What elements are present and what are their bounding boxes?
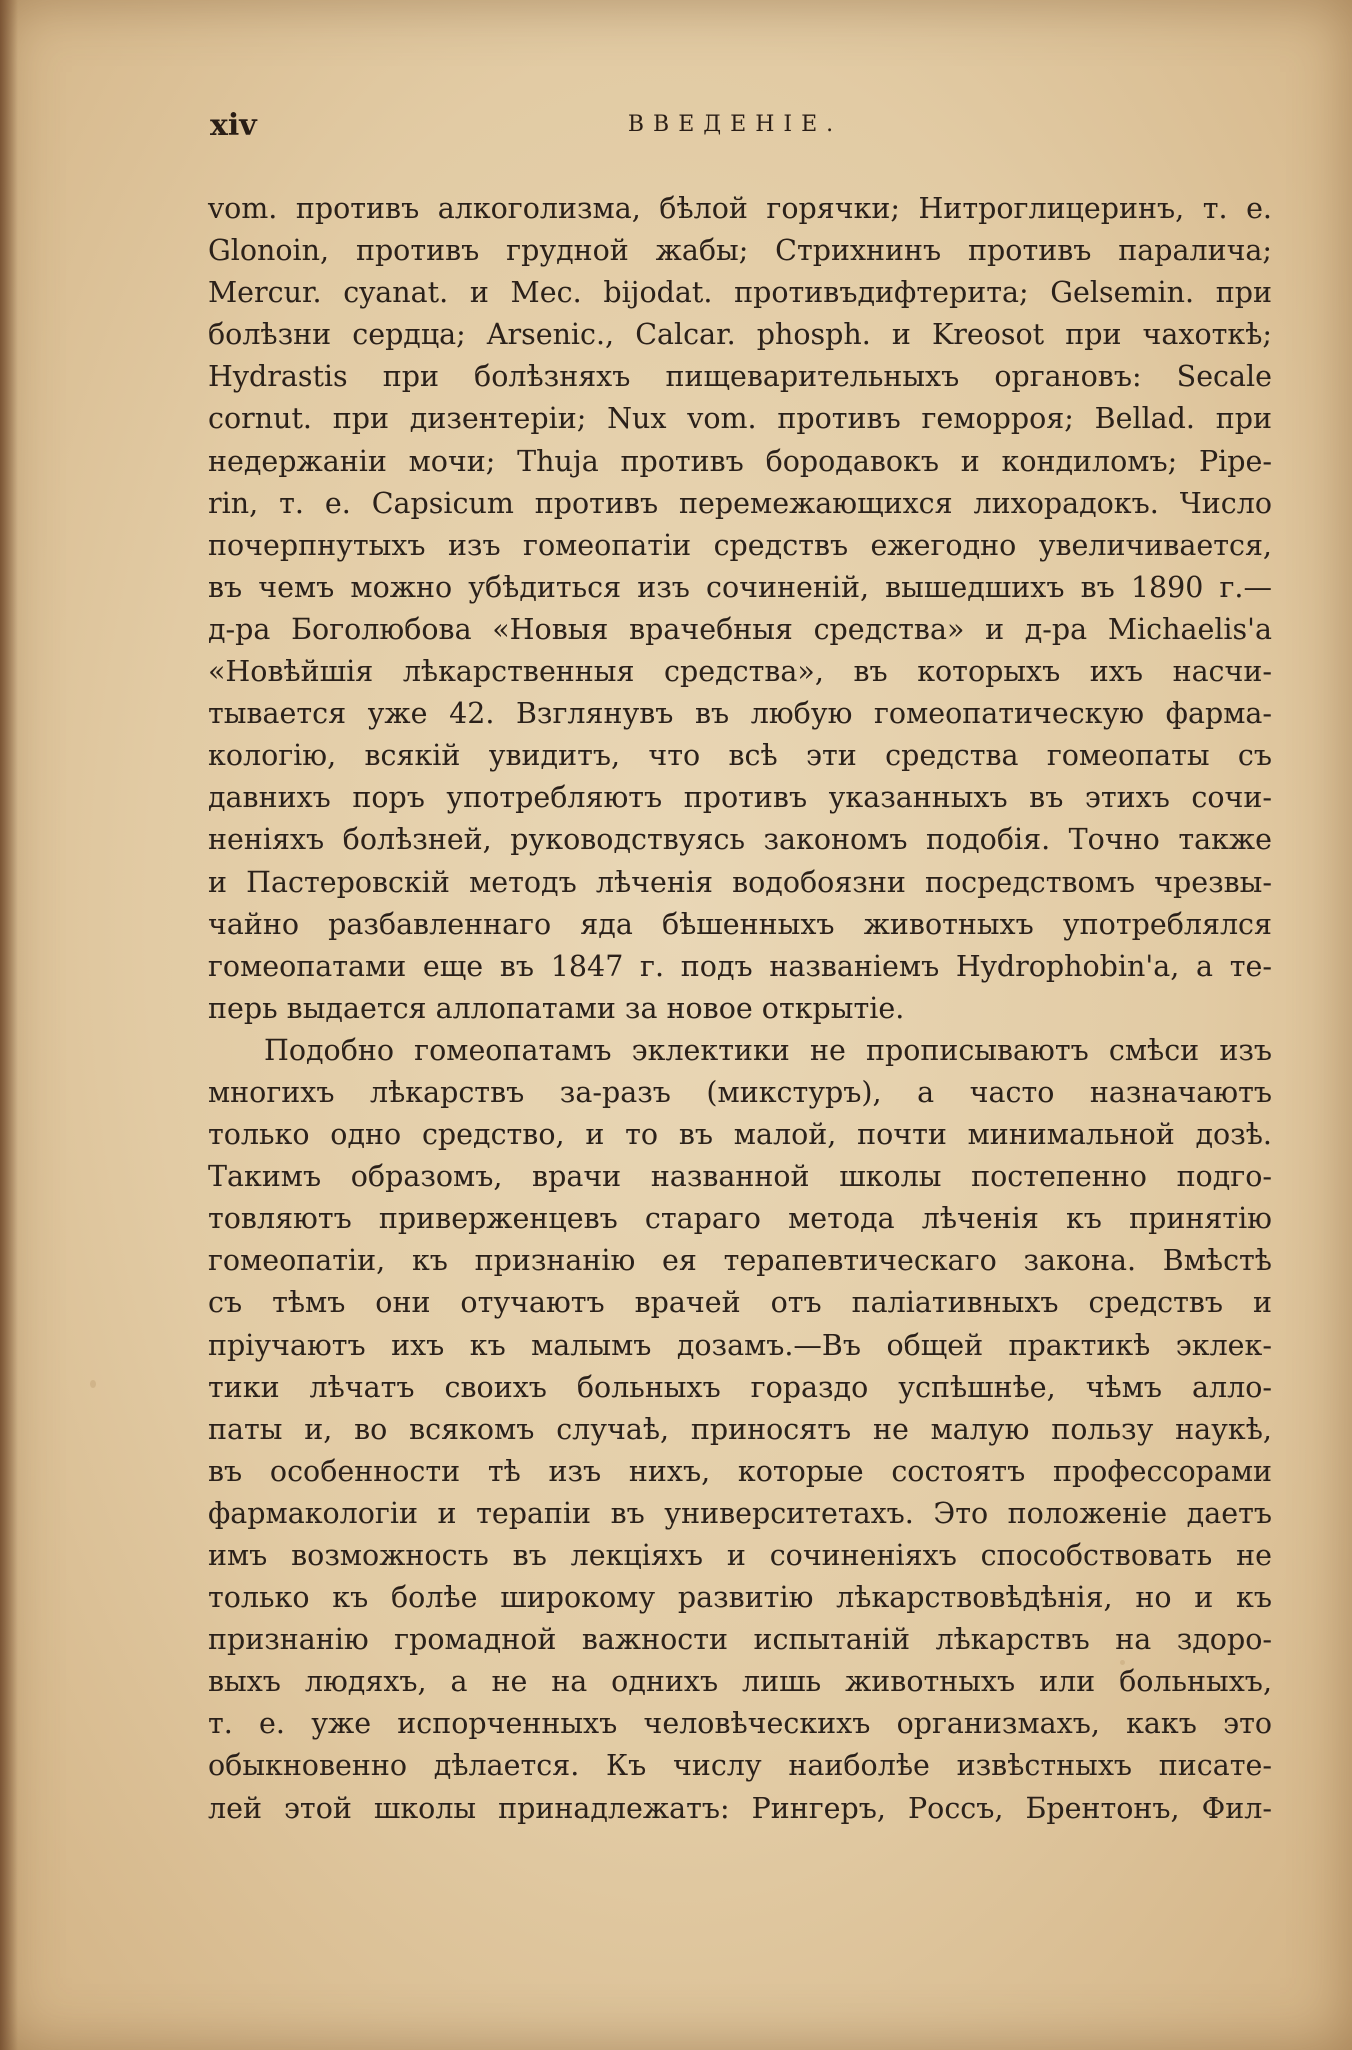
text-line: кологію, всякій увидитъ, что всѣ эти средства гомеопаты съ bbox=[208, 739, 1272, 773]
text-line: тики лѣчатъ своихъ больныхъ гораздо успѣшнѣе, чѣмъ алло- bbox=[208, 1370, 1272, 1404]
text-line: и Пастеровскій методъ лѣченія водобоязни посредствомъ чрезвы- bbox=[208, 865, 1272, 899]
text-line: Mercur. cyanat. и Mec. bijodat. противъдифтерита; Gelsemin. при bbox=[208, 276, 1272, 310]
text-line: только одно средство, и то въ малой, почти минимальной дозѣ. bbox=[208, 1118, 1272, 1152]
text-line: пріучаютъ ихъ къ малымъ дозамъ.—Въ общей практикѣ эклек- bbox=[208, 1328, 1272, 1362]
text-line: фармакологіи и терапіи въ университетахъ. Это положеніе даетъ bbox=[208, 1496, 1272, 1530]
text-line: Glonoin, противъ грудной жабы; Стрихнинъ противъ паралича; bbox=[208, 234, 1272, 268]
text-line: vom. противъ алкоголизма, бѣлой горячки; Нитроглицеринъ, т. е. bbox=[208, 192, 1272, 225]
text-line: давнихъ поръ употребляютъ противъ указанныхъ въ этихъ сочи- bbox=[208, 781, 1272, 815]
text-line: въ особенности тѣ изъ нихъ, которые состоятъ профессорами bbox=[208, 1454, 1272, 1488]
text-line: болѣзни сердца; Arsenic., Calcar. phosph. и Kreosot при чахоткѣ; bbox=[208, 318, 1272, 352]
paper-spot bbox=[90, 1380, 96, 1388]
paragraph-1 bbox=[208, 188, 1272, 1030]
text-line: гомеопатами еще въ 1847 г. подъ названіемъ Hydrophobin'а, а те- bbox=[208, 949, 1272, 983]
text-line: только къ болѣе широкому развитію лѣкарствовѣдѣнія, но и къ bbox=[208, 1581, 1272, 1615]
body-text bbox=[208, 188, 1272, 1830]
text-line: съ тѣмъ они отучаютъ врачей отъ паліативныхъ средствъ и bbox=[208, 1286, 1272, 1320]
text-line: Подобно гомеопатамъ эклектики не прописываютъ смѣси изъ bbox=[264, 1033, 1272, 1067]
text-line: т. е. уже испорченныхъ человѣческихъ организмахъ, какъ это bbox=[208, 1707, 1272, 1741]
text-line: почерпнутыхъ изъ гомеопатіи средствъ ежегодно увеличивается, bbox=[208, 528, 1272, 562]
text-line: обыкновенно дѣлается. Къ числу наиболѣе извѣстныхъ писате- bbox=[208, 1749, 1272, 1783]
text-line: въ чемъ можно убѣдиться изъ сочиненій, вышедшихъ въ 1890 г.— bbox=[208, 570, 1272, 604]
running-head bbox=[210, 108, 1260, 148]
text-line: неніяхъ болѣзней, руководствуясь закономъ подобія. Точно также bbox=[208, 823, 1272, 857]
text-line: перь выдается аллопатами за новое открытіе. bbox=[208, 991, 905, 1025]
text-line: лей этой школы принадлежатъ: Рингеръ, Россъ, Брентонъ, Фил- bbox=[208, 1791, 1272, 1825]
text-line: тывается уже 42. Взглянувъ въ любую гомеопатическую фарма- bbox=[208, 697, 1272, 731]
text-line: гомеопатіи, къ признанію ея терапевтическаго закона. Вмѣстѣ bbox=[208, 1244, 1272, 1278]
text-line: rin, т. е. Capsicum противъ перемежающихся лихорадокъ. Число bbox=[208, 486, 1272, 520]
text-line: чайно разбавленнаго яда бѣшенныхъ животныхъ употреблялся bbox=[208, 907, 1272, 941]
text-line: многихъ лѣкарствъ за-разъ (микстуръ), а часто назначаютъ bbox=[208, 1075, 1272, 1109]
text-line: cornut. при дизентеріи; Nux vom. противъ геморроя; Bellad. при bbox=[208, 402, 1272, 436]
text-line: недержаніи мочи; Thuja противъ бородавокъ и кондиломъ; Pipe- bbox=[208, 444, 1272, 478]
page-edge-shadow bbox=[0, 0, 18, 2050]
text-line: имъ возможность въ лекціяхъ и сочиненіяхъ способствовать не bbox=[208, 1539, 1272, 1572]
text-line: Hydrastis при болѣзняхъ пищеварительныхъ органовъ: Secale bbox=[208, 360, 1272, 394]
text-line: д-ра Боголюбова «Новыя врачебныя средства» и д-ра Michaelis'а bbox=[208, 612, 1272, 646]
text-line: признанію громадной важности испытаній лѣкарствъ на здоро- bbox=[208, 1623, 1272, 1657]
text-line: выхъ людяхъ, а не на однихъ лишь животныхъ или больныхъ, bbox=[208, 1665, 1272, 1699]
text-line: паты и, во всякомъ случаѣ, приносятъ не малую пользу наукѣ, bbox=[208, 1412, 1272, 1446]
text-line: Такимъ образомъ, врачи названной школы постепенно подго- bbox=[208, 1160, 1272, 1194]
section-title: ВВЕДЕНІЕ. bbox=[627, 112, 843, 137]
page-number: xiv bbox=[210, 108, 257, 143]
text-line: «Новѣйшія лѣкарственныя средства», въ которыхъ ихъ насчи- bbox=[208, 655, 1272, 689]
paragraph-2 bbox=[208, 1030, 1272, 1830]
text-line: товляютъ приверженцевъ стараго метода лѣченія къ принятію bbox=[208, 1202, 1272, 1236]
